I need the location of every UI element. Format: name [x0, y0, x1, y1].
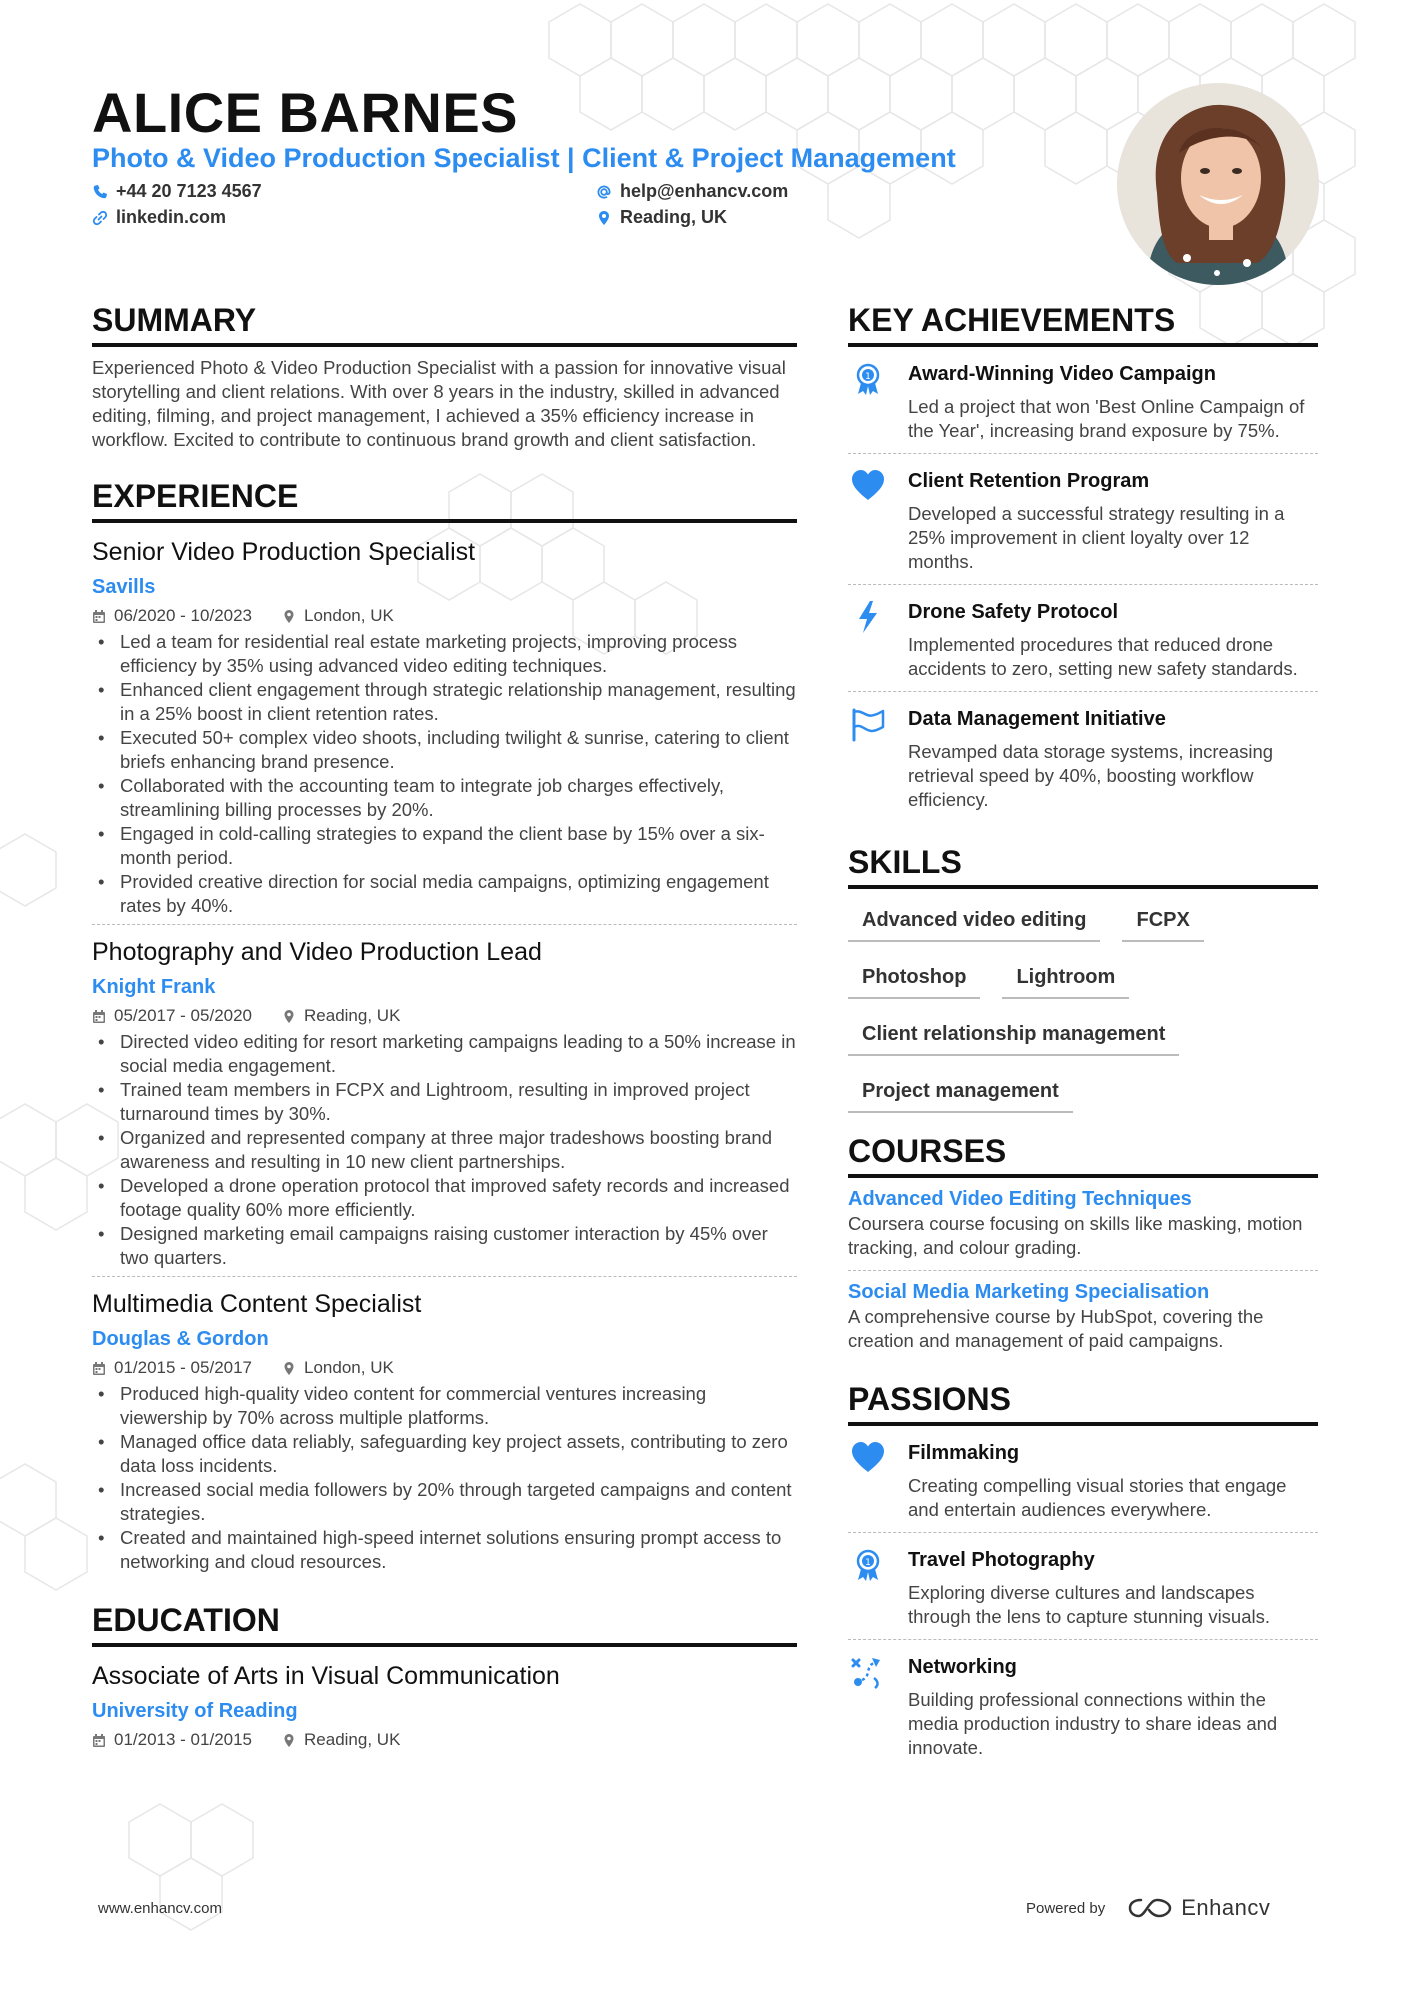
flag-icon — [850, 706, 886, 742]
experience-heading: EXPERIENCE — [92, 478, 797, 523]
profile-photo-illustration — [1117, 83, 1319, 285]
achievement-item — [848, 585, 1318, 692]
achievement-desc: Led a project that won 'Best Online Campaign of the Year', increasing brand exposure by 75%. — [908, 396, 1305, 441]
job-bullet: • Created and maintained high-speed internet solutions ensuring prompt access to networking and cloud resources. — [92, 1526, 797, 1574]
achievement-item — [848, 454, 1318, 585]
linkedin-contact[interactable] — [92, 207, 226, 228]
job-title: Photography and Video Production Lead — [92, 938, 542, 966]
enhancv-logo[interactable] — [1127, 1895, 1270, 1921]
phone-icon — [92, 184, 108, 200]
link-icon — [92, 210, 108, 226]
education-heading: EDUCATION — [92, 1602, 797, 1647]
email-address: help@enhancv.com — [620, 181, 789, 201]
courses-heading: COURSES — [848, 1133, 1318, 1178]
calendar-icon — [92, 609, 106, 624]
passion-item — [848, 1426, 1318, 1533]
job-entry — [92, 537, 797, 924]
location-text: Reading, UK — [620, 207, 728, 227]
job-location: London, UK — [304, 606, 394, 625]
job-bullet: • Produced high-quality video content for commercial ventures increasing viewership by 70% across multiple platforms. — [92, 1382, 797, 1430]
email-contact[interactable] — [596, 181, 788, 202]
skills-heading: SKILLS — [848, 844, 1318, 889]
right-column — [848, 302, 1318, 1770]
achievements-list — [848, 347, 1318, 822]
job-bullet: • Enhanced client engagement through strategic relationship management, resulting in a 25% boost in client retention rates. — [92, 678, 797, 726]
degree-title: Associate of Arts in Visual Communication — [92, 1662, 560, 1690]
award-icon — [850, 1547, 886, 1583]
skill-tag: Lightroom — [1002, 956, 1129, 999]
left-column — [92, 302, 797, 1758]
job-meta — [92, 604, 797, 628]
education-location: Reading, UK — [304, 1730, 401, 1749]
footer-powered-by — [1026, 1895, 1270, 1921]
job-bullet: • Designed marketing email campaigns raising customer interaction by 45% over two quarters. — [92, 1222, 797, 1270]
job-meta — [92, 1356, 797, 1380]
passion-desc: Creating compelling visual stories that engage and entertain audiences everywhere. — [908, 1475, 1287, 1520]
job-dates: 01/2015 - 05/2017 — [114, 1358, 253, 1377]
passion-title: Networking — [908, 1656, 1017, 1678]
map-pin-icon — [282, 1009, 296, 1024]
summary-text: Experienced Photo & Video Production Specialist with a passion for innovative visual storytelling and client relations. With over 8 years in the industry, skilled in advanced editing, filming, and project management, I achieved a 35% efficiency increase in workflow. Excited to contribute to continuous brand growth and client satisfaction. — [92, 357, 786, 450]
achievement-title: Data Management Initiative — [908, 708, 1166, 730]
candidate-name: ALICE BARNES — [92, 81, 519, 144]
course-title[interactable]: Social Media Marketing Specialisation — [848, 1281, 1210, 1303]
at-sign-icon — [596, 184, 612, 200]
brand-name: Enhancv — [1181, 1895, 1271, 1920]
achievement-desc: Developed a successful strategy resulting in a 25% improvement in client loyalty over 12 months. — [908, 503, 1285, 572]
courses-list — [848, 1186, 1318, 1353]
passion-title: Travel Photography — [908, 1549, 1095, 1571]
svg-text:1: 1 — [865, 1558, 871, 1568]
course-item — [848, 1271, 1318, 1353]
job-bullets — [92, 1030, 797, 1270]
job-bullet: • Led a team for residential real estate marketing projects, improving process efficiency by 35% using advanced video editing techniques. — [92, 630, 797, 678]
education-meta — [92, 1728, 797, 1752]
job-bullet: • Collaborated with the accounting team to integrate job charges effectively, streamlining billing processes by 20%. — [92, 774, 797, 822]
map-pin-icon — [282, 1733, 296, 1748]
job-dates: 05/2017 - 05/2020 — [114, 1006, 253, 1025]
skill-tag: FCPX — [1122, 899, 1203, 942]
job-bullets — [92, 1382, 797, 1574]
passion-desc: Building professional connections within the media production industry to share ideas and innovate. — [908, 1689, 1278, 1758]
school-name[interactable]: University of Reading — [92, 1700, 298, 1722]
skills-list — [848, 899, 1318, 1127]
svg-text:1: 1 — [865, 372, 871, 382]
map-pin-icon — [282, 1361, 296, 1376]
achievement-desc: Implemented procedures that reduced drone accidents to zero, setting new safety standards. — [908, 634, 1298, 679]
phone-contact[interactable] — [92, 181, 262, 202]
course-item — [848, 1186, 1318, 1271]
achievement-item — [848, 347, 1318, 454]
education-entry — [92, 1661, 797, 1758]
enhancv-logo-icon — [1127, 1896, 1173, 1920]
location-contact — [596, 207, 727, 228]
achievement-desc: Revamped data storage systems, increasing retrieval speed by 40%, boosting workflow efficiency. — [908, 741, 1274, 810]
passion-item — [848, 1533, 1318, 1640]
course-title[interactable]: Advanced Video Editing Techniques — [848, 1188, 1192, 1210]
summary-heading: SUMMARY — [92, 302, 797, 347]
map-pin-icon — [596, 210, 612, 226]
job-dates: 06/2020 - 10/2023 — [114, 606, 253, 625]
company-name[interactable]: Savills — [92, 576, 156, 598]
job-meta — [92, 1004, 797, 1028]
job-bullet: • Managed office data reliably, safeguarding key project assets, contributing to zero data loss incidents. — [92, 1430, 797, 1478]
job-bullet: • Organized and represented company at three major tradeshows boosting brand awareness and resulting in 10 new client partnerships. — [92, 1126, 797, 1174]
linkedin-url: linkedin.com — [116, 207, 227, 227]
job-entry — [92, 1276, 797, 1580]
job-bullet: • Provided creative direction for social media campaigns, optimizing engagement rates by 40%. — [92, 870, 797, 918]
footer-website[interactable]: www.enhancv.com — [98, 1900, 222, 1917]
heart-icon — [850, 1440, 886, 1476]
skill-tag: Advanced video editing — [848, 899, 1100, 942]
job-title: Multimedia Content Specialist — [92, 1290, 422, 1318]
experience-list — [92, 537, 797, 1580]
job-bullet: • Developed a drone operation protocol that improved safety records and increased footage quality 60% more efficiently. — [92, 1174, 797, 1222]
job-bullet: • Increased social media followers by 20% through targeted campaigns and content strategies. — [92, 1478, 797, 1526]
skill-tag: Project management — [848, 1070, 1073, 1113]
company-name[interactable]: Knight Frank — [92, 976, 216, 998]
lightning-icon — [850, 599, 886, 635]
achievements-heading: KEY ACHIEVEMENTS — [848, 302, 1318, 347]
company-name[interactable]: Douglas & Gordon — [92, 1328, 269, 1350]
achievement-item — [848, 692, 1318, 822]
calendar-icon — [92, 1009, 106, 1024]
job-bullet: • Executed 50+ complex video shoots, including twilight & sunrise, catering to client briefs enhancing brand presence. — [92, 726, 797, 774]
heart-icon — [850, 468, 886, 504]
passions-list — [848, 1426, 1318, 1770]
job-bullet: • Directed video editing for resort marketing campaigns leading to a 50% increase in social media engagement. — [92, 1030, 797, 1078]
phone-number: +44 20 7123 4567 — [116, 181, 262, 201]
achievement-title: Drone Safety Protocol — [908, 601, 1119, 623]
passion-title: Filmmaking — [908, 1442, 1020, 1464]
passion-item — [848, 1640, 1318, 1770]
job-bullet: • Engaged in cold-calling strategies to expand the client base by 15% over a six-month period. — [92, 822, 797, 870]
profile-photo — [1117, 83, 1319, 285]
strategy-icon — [850, 1654, 886, 1690]
job-entry — [92, 924, 797, 1276]
course-desc: A comprehensive course by HubSpot, covering the creation and management of paid campaigns. — [848, 1306, 1264, 1351]
skill-tag: Photoshop — [848, 956, 980, 999]
education-dates: 01/2013 - 01/2015 — [114, 1730, 253, 1749]
job-bullet: • Trained team members in FCPX and Lightroom, resulting in improved project turnaround times by 30%. — [92, 1078, 797, 1126]
passions-heading: PASSIONS — [848, 1381, 1318, 1426]
award-icon — [850, 361, 886, 397]
achievement-title: Client Retention Program — [908, 470, 1150, 492]
calendar-icon — [92, 1361, 106, 1376]
job-location: London, UK — [304, 1358, 394, 1377]
candidate-headline: Photo & Video Production Specialist | Client & Project Management — [92, 143, 956, 173]
map-pin-icon — [282, 609, 296, 624]
achievement-title: Award-Winning Video Campaign — [908, 363, 1216, 385]
skill-tag: Client relationship management — [848, 1013, 1179, 1056]
job-title: Senior Video Production Specialist — [92, 538, 476, 566]
powered-by-label: Powered by — [1026, 1899, 1106, 1917]
course-desc: Coursera course focusing on skills like masking, motion tracking, and colour grading. — [848, 1213, 1303, 1258]
calendar-icon — [92, 1733, 106, 1748]
job-location: Reading, UK — [304, 1006, 401, 1025]
passion-desc: Exploring diverse cultures and landscapes through the lens to capture stunning visuals. — [908, 1582, 1271, 1627]
job-bullets — [92, 630, 797, 918]
